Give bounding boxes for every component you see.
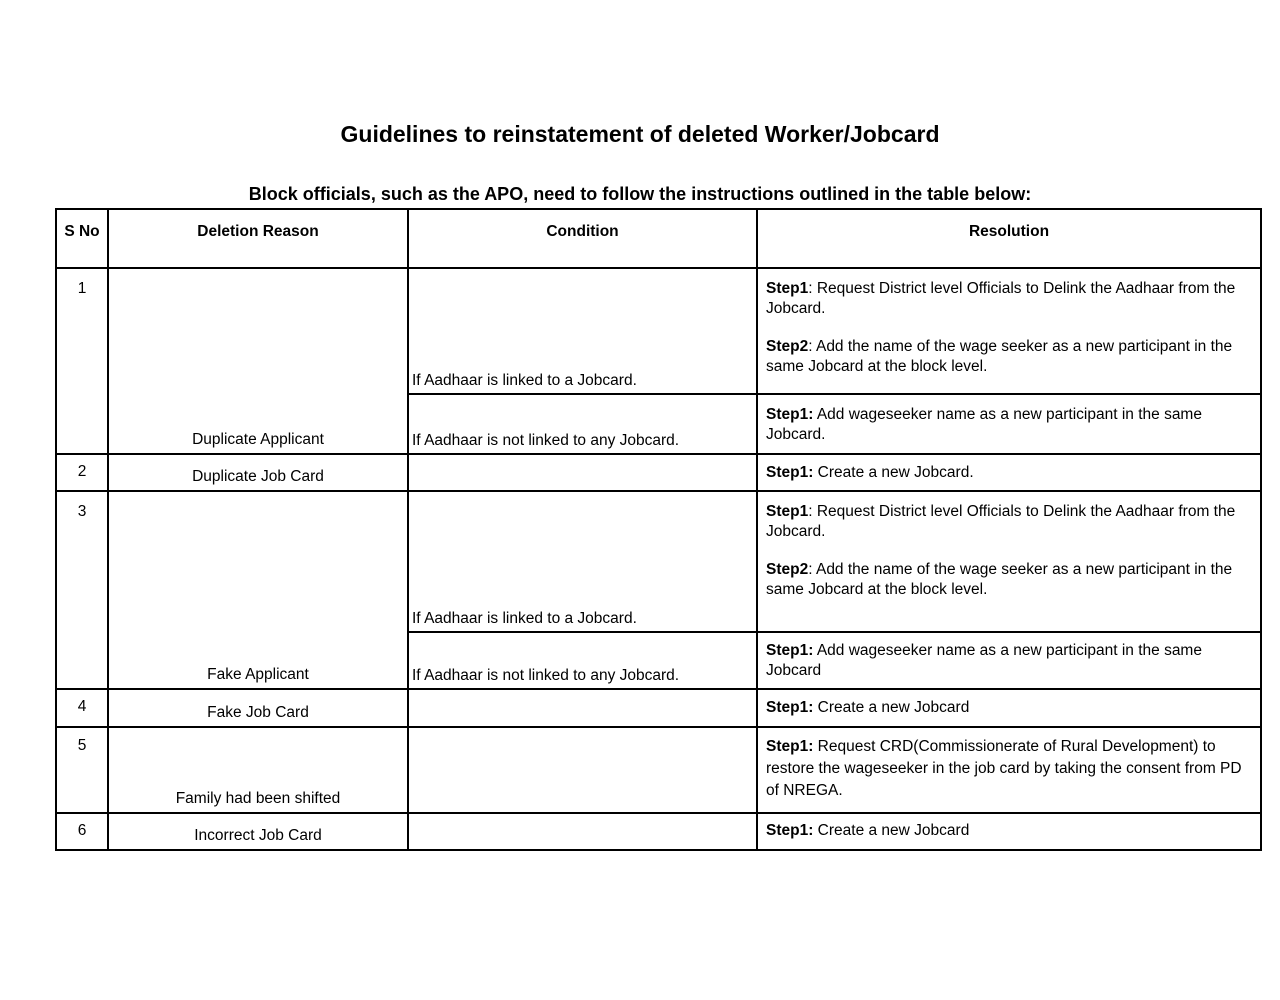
step-text: : Add the name of the wage seeker as a new participant in the same Jobcard at the block level. — [766, 338, 1233, 375]
row-condition — [408, 689, 757, 727]
row-resolution — [757, 813, 1261, 850]
header-sno: S No — [56, 209, 108, 268]
row-deletion-reason: Fake Applicant — [108, 491, 408, 689]
step-text: : Request District level Officials to Delink the Aadhaar from the Jobcard. — [766, 280, 1236, 317]
row-condition — [408, 727, 757, 813]
step-label: Step2 — [766, 561, 809, 578]
step-label: Step1 — [766, 503, 809, 520]
row-deletion-reason: Family had been shifted — [108, 727, 408, 813]
row-resolution — [757, 632, 1261, 689]
step-text: : Request District level Officials to Delink the Aadhaar from the Jobcard. — [766, 503, 1236, 540]
step-text: Create a new Jobcard — [813, 699, 970, 716]
row-resolution — [757, 268, 1261, 394]
document-title: Guidelines to reinstatement of deleted Worker/Jobcard — [340, 121, 940, 147]
header-condition: Condition — [408, 209, 757, 268]
table-row — [56, 454, 1261, 491]
row-resolution — [757, 491, 1261, 632]
step-label: Step1: — [766, 738, 814, 755]
step-label: Step1: — [766, 642, 814, 659]
row-condition — [408, 813, 757, 850]
row-resolution — [757, 394, 1261, 454]
table-row — [56, 268, 1261, 394]
table-row — [56, 727, 1261, 813]
row-sno: 1 — [56, 268, 108, 454]
step-label: Step1: — [766, 464, 814, 481]
row-resolution — [757, 454, 1261, 491]
header-resolution: Resolution — [757, 209, 1261, 268]
row-sno: 6 — [56, 813, 108, 850]
step-text: : Add the name of the wage seeker as a new participant in the same Jobcard at the block level. — [766, 561, 1233, 598]
step-text: Create a new Jobcard. — [813, 464, 974, 481]
row-condition: If Aadhaar is not linked to any Jobcard. — [408, 632, 757, 689]
step-text: Request CRD(Commissionerate of Rural Development) to restore the wageseeker in the job card by taking the consent from PD of NREGA. — [766, 738, 1242, 799]
table-row — [56, 491, 1261, 632]
step-label: Step1: — [766, 822, 814, 839]
row-condition: If Aadhaar is not linked to any Jobcard. — [408, 394, 757, 454]
row-sno: 3 — [56, 491, 108, 689]
row-resolution — [757, 689, 1261, 727]
table-row — [56, 813, 1261, 850]
step-label: Step1: — [766, 406, 814, 423]
row-deletion-reason: Duplicate Applicant — [108, 268, 408, 454]
row-deletion-reason: Incorrect Job Card — [108, 813, 408, 850]
row-sno: 2 — [56, 454, 108, 491]
row-deletion-reason: Duplicate Job Card — [108, 454, 408, 491]
table-row — [56, 689, 1261, 727]
step-text: Add wageseeker name as a new participant in the same Jobcard. — [766, 406, 1202, 443]
row-condition: If Aadhaar is linked to a Jobcard. — [408, 268, 757, 394]
row-sno: 5 — [56, 727, 108, 813]
header-deletion-reason: Deletion Reason — [108, 209, 408, 268]
row-resolution — [757, 727, 1261, 813]
row-deletion-reason: Fake Job Card — [108, 689, 408, 727]
step-text: Add wageseeker name as a new participant in the same Jobcard — [766, 642, 1202, 679]
document-subtitle: Block officials, such as the APO, need to follow the instructions outlined in the table below: — [248, 184, 1032, 204]
row-condition: If Aadhaar is linked to a Jobcard. — [408, 491, 757, 632]
step-label: Step1: — [766, 699, 814, 716]
step-label: Step1 — [766, 280, 809, 297]
table-header-row — [56, 209, 1261, 268]
row-condition — [408, 454, 757, 491]
step-text: Create a new Jobcard — [813, 822, 970, 839]
row-sno: 4 — [56, 689, 108, 727]
step-label: Step2 — [766, 338, 809, 355]
guidelines-table — [55, 208, 1262, 851]
